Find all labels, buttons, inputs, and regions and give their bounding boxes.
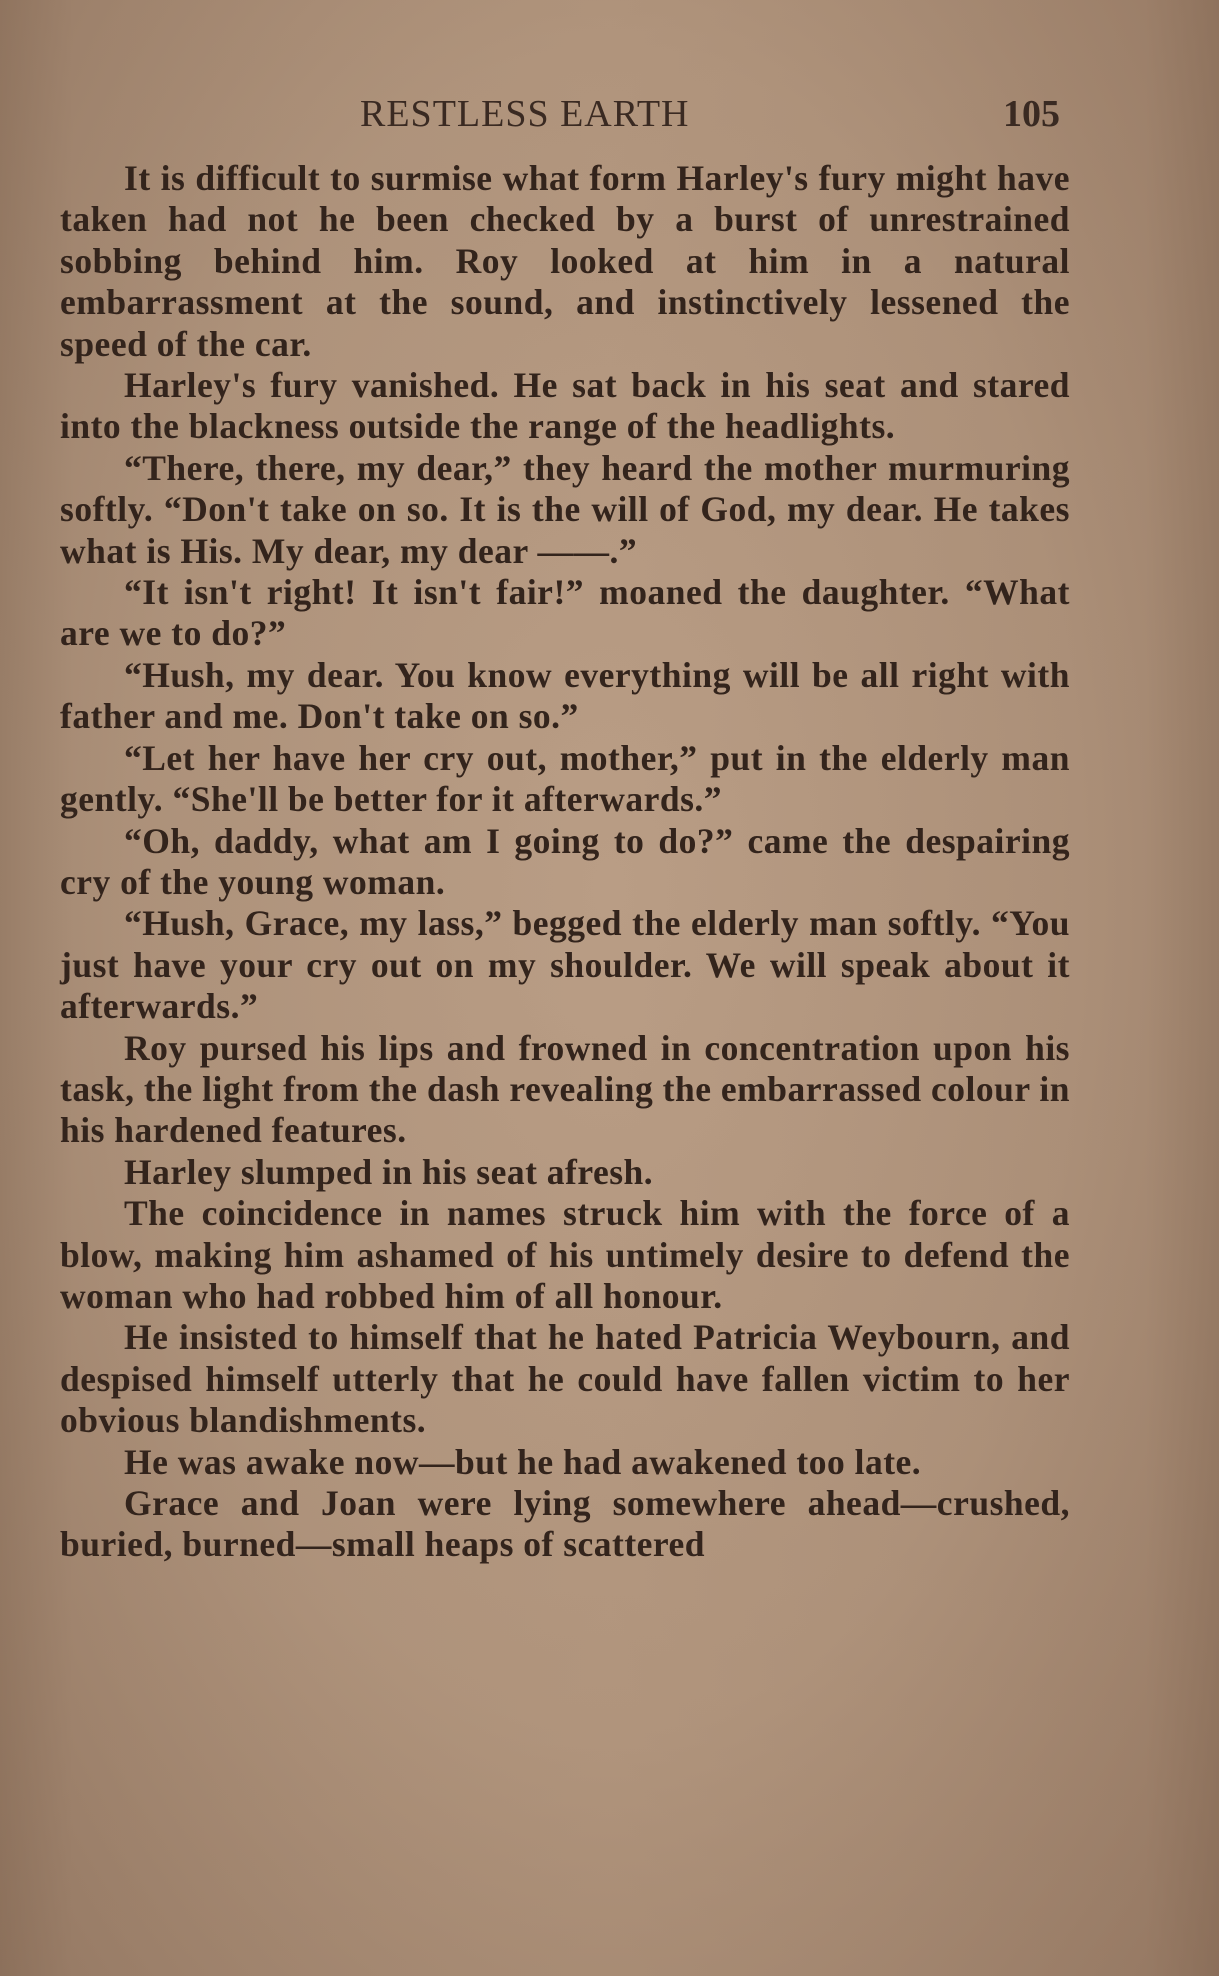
paragraph: He was awake now—but he had awakened too late. — [124, 1441, 922, 1482]
paragraph: “Hush, my dear. You know everything will be all right with father and me. Don't take on so.” — [60, 654, 1070, 737]
body-text — [60, 158, 1070, 1566]
paragraph: Grace and Joan were lying somewhere ahead—crushed, buried, burned—small heaps of scattered — [60, 1483, 1070, 1565]
paragraph: The coincidence in names struck him with the force of a blow, making him ashamed of his untimely desire to defend the woman who had robbed him of all honour. — [60, 1193, 1070, 1316]
running-head — [60, 92, 1060, 148]
paragraph: It is difficult to surmise what form Harley's fury might have taken had not he been checked by a burst of unrestrained sobbing behind him. Roy looked at him in a natural embarrassment at the sound, and instinctively lessened the speed of the car. — [60, 158, 1070, 364]
paragraph: “Let her have her cry out, mother,” put in the elderly man gently. “She'll be better for it afterwards.” — [60, 737, 1070, 820]
paragraph: “There, there, my dear,” they heard the mother murmuring softly. “Don't take on so. It is the will of God, my dear. He takes what is His. My dear, my dear ——.” — [60, 447, 1070, 571]
paragraph: Harley's fury vanished. He sat back in his seat and stared into the blackness outside the range of the headlights. — [60, 365, 1070, 447]
page-number: 105 — [1003, 93, 1060, 135]
paragraph: Harley slumped in his seat afresh. — [124, 1151, 654, 1192]
paragraph: “It isn't right! It isn't fair!” moaned the daughter. “What are we to do?” — [60, 572, 1070, 654]
paragraph: “Hush, Grace, my lass,” begged the elderly man softly. “You just have your cry out on my shoulder. We will speak about it afterwards.” — [60, 903, 1070, 1027]
paragraph: He insisted to himself that he hated Patricia Weybourn, and despised himself utterly that he could have fallen victim to her obvious blandishments. — [60, 1317, 1070, 1441]
paragraph: “Oh, daddy, what am I going to do?” came the despairing cry of the young woman. — [60, 820, 1070, 902]
paragraph: Roy pursed his lips and frowned in concentration upon his task, the light from the dash revealing the embarrassed colour in his hardened features. — [60, 1027, 1070, 1151]
running-title: RESTLESS EARTH — [360, 93, 690, 135]
